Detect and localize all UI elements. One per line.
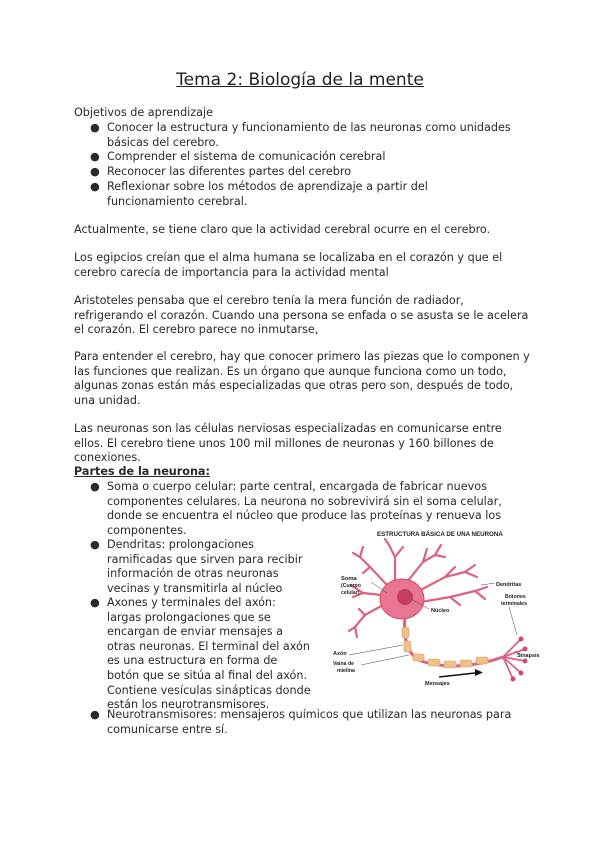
document-page: Tema 2: Biología de la mente Objetivos de aprendizaje ● Conocer la estructura y funcionamiento de las neuronas como unidades básicas del cerebro. ● Comprender el sistema de comunicación cerebral ● Reconocer las diferentes partes del cerebro ● Reflexionar sobre los métodos de aprendizaje a partir del funcionamiento cerebral. Actualmente, se tiene claro que la actividad cerebral ocurre en el cerebro. Los egipcios creían que el alma humana se localizaba en el corazón y que el cerebro carecía de importancia para la actividad mental Aristoteles pensaba que el cerebro tenía la mera función de radiador, refrigerando el corazón. Cuando una persona se enfada o se asusta se le acelera el corazón. El cerebro parece no inmutarse, Para entender el cerebro, hay que conocer primero las piezas que lo componen y las funciones que realizan. Es un órgano que aunque funciona como un todo, algunas zonas están más especializadas que otras pero son, después de todo, una unidad. Las neuronas son las células nerviosas especializadas en comunicarse entre ellos. El cerebro tiene unos 100 mil millones de neuronas y 160 billones de conexiones. Partes de la neurona: ● Soma o cuerpo celular: parte central, encargada de fabricar nuevos componentes celulares. La neurona no sobrevivirá sin el soma celular, donde se encuentra el núcleo que produce las proteínas y renueva los componentes. ● Dendritas: prolongaciones ramificadas que sirven para recibir información de otras neuronas vecinas y transmitirla al núcleo ● Axones y terminales del axón: largas prolongaciones que se encargan de enviar mensajes a otras neuronas. El terminal del axón es una estructura en forma de botón que se sitúa al final del axón. Contiene vesículas sinápticas donde están los neurotransmisores. ● Neurotransmisores: mensajeros químicos que utilizan las neuronas para comunicarse entre sí. ESTRUCTURA BÁSICA DE UNA NEURONA Soma (Cuerpo celular) Dendritas Núcleo Botones terminales Axón Vaina de mielina Sinapsis Mensajes <box>0 0 600 848</box>
page-title: Tema 2: Biología de la mente <box>176 70 424 90</box>
label-soma: Soma <box>341 576 357 582</box>
paragraph: Actualmente, se tiene claro que la actividad cerebral ocurre en el cerebro. <box>74 223 491 236</box>
bullet-icon: ● <box>90 180 100 193</box>
arrow-head-icon <box>475 669 483 676</box>
paragraph: Para entender el cerebro, hay que conocer primero las piezas que lo componen y las funciones que realizan. Es un órgano que aunque funciona como un todo, algunas zonas están más especializadas que otras pero son, después de todo, una unidad. <box>74 350 530 407</box>
label-vaina-2: mielina <box>337 668 355 674</box>
label-axon: Axón <box>333 651 347 657</box>
label-vaina: Vaina de <box>333 661 355 667</box>
bullet-icon: ● <box>90 596 100 609</box>
paragraph: Las neuronas son las células nerviosas especializadas en comunicarse entre ellos. El cerebro tiene unos 100 mil millones de neuronas y 160 billones de conexiones. <box>74 422 502 465</box>
message-arrow <box>439 673 475 677</box>
neuron-diagram <box>325 527 540 697</box>
label-sinapsis: Sinapsis <box>517 653 540 659</box>
label-soma-2: (Cuerpo <box>341 583 361 589</box>
parts-heading: Partes de la neurona: <box>74 465 210 478</box>
label-botones-2: terminales <box>501 601 527 607</box>
bullet-icon: ● <box>90 708 100 721</box>
bullet-icon: ● <box>90 480 100 493</box>
bullet-icon: ● <box>90 150 100 163</box>
bullet-icon: ● <box>90 165 100 178</box>
figure-title: ESTRUCTURA BÁSICA DE UNA NEURONA <box>377 531 503 538</box>
label-soma-3: celular) <box>341 590 360 596</box>
bullet-icon: ● <box>90 538 100 551</box>
label-dendritas: Dendritas <box>496 582 522 588</box>
label-mensajes: Mensajes <box>425 681 450 687</box>
nucleus-shape <box>397 589 413 605</box>
label-botones: Botones <box>505 594 526 600</box>
paragraph: Aristoteles pensaba que el cerebro tenía la mera función de radiador, refrigerando el corazón. Cuando una persona se enfada o se asusta se le acelera el corazón. El cerebro parece no inmutarse, <box>74 294 529 337</box>
paragraph: Los egipcios creían que el alma humana se localizaba en el corazón y que el cerebro carecía de importancia para la actividad mental <box>74 251 503 279</box>
myelin-sheath <box>402 627 488 668</box>
bullet-icon: ● <box>90 121 100 134</box>
objectives-heading: Objetivos de aprendizaje <box>74 106 213 119</box>
label-nucleo: Núcleo <box>431 608 450 614</box>
